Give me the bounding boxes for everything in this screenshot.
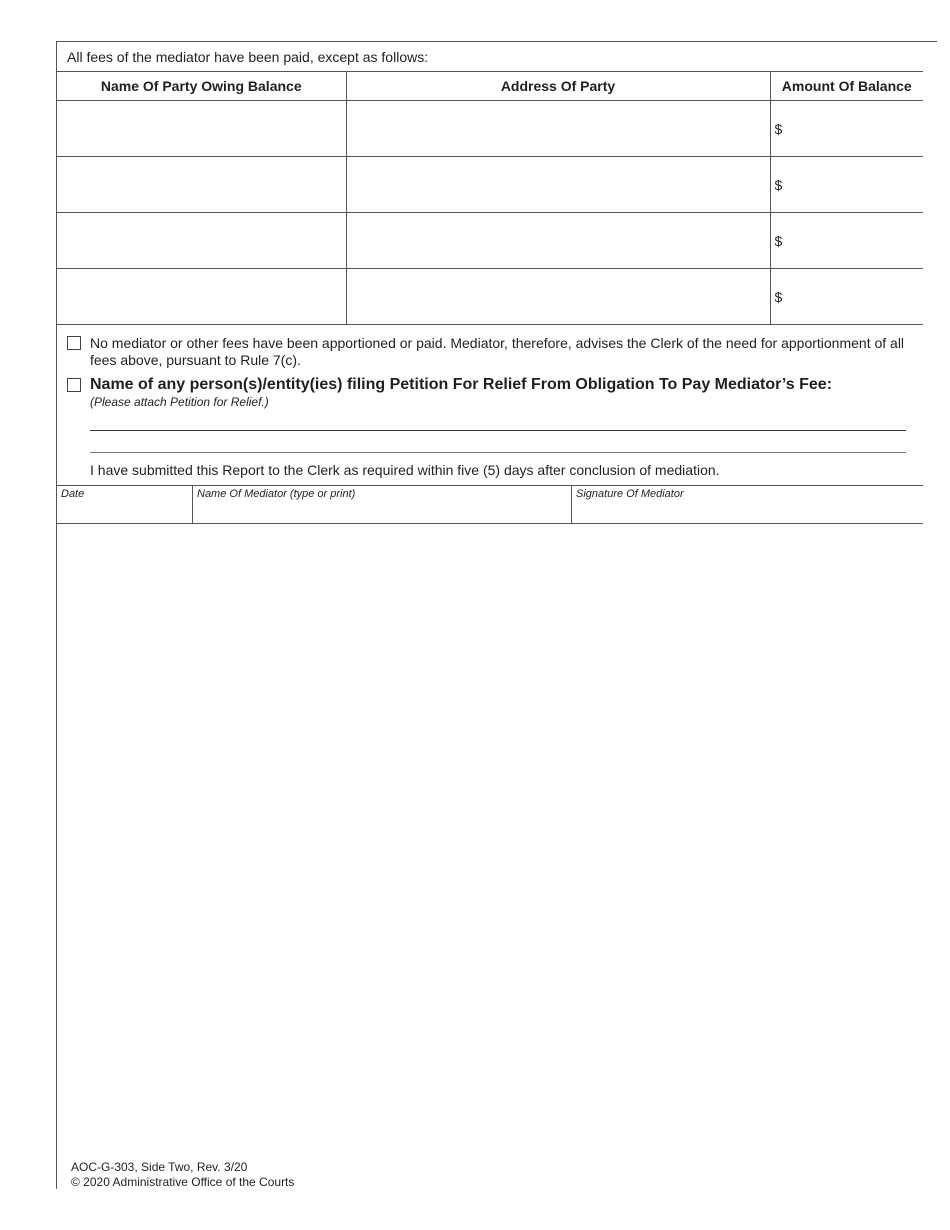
amount-field[interactable]: $ [770, 157, 923, 213]
fees-table [57, 72, 923, 325]
petition-checkbox[interactable] [67, 378, 81, 392]
party-address-field[interactable] [346, 101, 770, 157]
mediator-signature-label: Signature Of Mediator [576, 488, 684, 500]
petition-title: Name of any person(s)/entity(ies) filing Petition For Relief From Obligation To Pay Mediator’s Fee: [90, 376, 833, 393]
form-page [56, 41, 937, 1189]
amount-field[interactable]: $ [770, 213, 923, 269]
amount-field[interactable]: $ [770, 269, 923, 325]
table-row [57, 269, 923, 325]
party-name-field[interactable] [57, 101, 346, 157]
party-name-field[interactable] [57, 213, 346, 269]
party-address-field[interactable] [346, 213, 770, 269]
petition-name-line-1[interactable] [90, 430, 906, 431]
party-name-field[interactable] [57, 157, 346, 213]
petition-name-line-2[interactable] [90, 452, 906, 453]
date-label: Date [61, 488, 85, 500]
party-address-field[interactable] [346, 269, 770, 325]
header-party-address: Address Of Party [346, 72, 770, 101]
no-fees-checkbox[interactable] [67, 336, 81, 350]
signature-row [57, 485, 923, 524]
submission-statement: I have submitted this Report to the Clerk as required within five (5) days after conclusion of mediation. [90, 462, 720, 478]
fees-intro: All fees of the mediator have been paid, except as follows: [57, 42, 923, 72]
header-party-name: Name Of Party Owing Balance [57, 72, 346, 101]
table-row [57, 213, 923, 269]
table-row [57, 157, 923, 213]
party-name-field[interactable] [57, 269, 346, 325]
form-footer [71, 1160, 294, 1190]
form-id: AOC-G-303, Side Two, Rev. 3/20 [71, 1160, 248, 1174]
amount-field[interactable]: $ [770, 101, 923, 157]
copyright: © 2020 Administrative Office of the Courts [71, 1175, 295, 1189]
mediator-signature-field[interactable] [572, 486, 923, 523]
petition-note: (Please attach Petition for Relief.) [90, 395, 269, 409]
table-header-row [57, 72, 923, 101]
table-row [57, 101, 923, 157]
mediator-name-field[interactable] [193, 486, 572, 523]
date-field[interactable] [57, 486, 193, 523]
mediator-name-label: Name Of Mediator (type or print) [197, 488, 356, 500]
party-address-field[interactable] [346, 157, 770, 213]
header-amount: Amount Of Balance [770, 72, 923, 101]
no-fees-text: No mediator or other fees have been apportioned or paid. Mediator, therefore, advises the Clerk of the need for apportionment of all fees above, pursuant to Rule 7(c). [90, 335, 905, 368]
